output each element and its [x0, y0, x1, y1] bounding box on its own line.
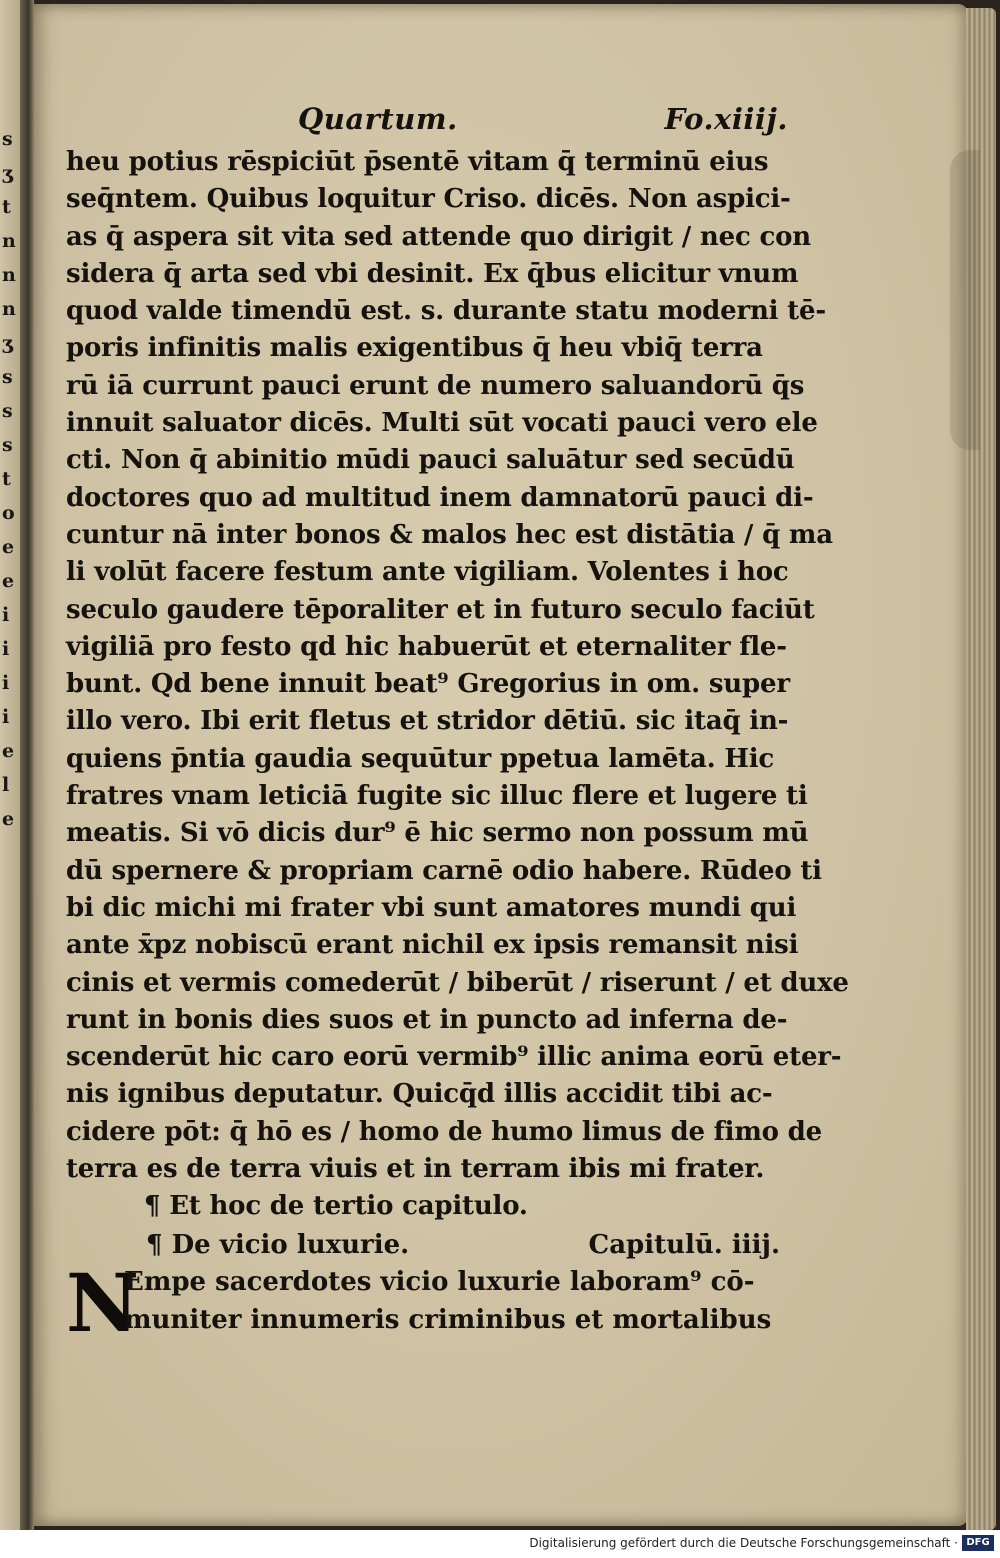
text-line: scenderūt hic caro eorū vermib⁹ illic anima eorū eter- [66, 1042, 842, 1073]
facing-page-char: s [2, 400, 13, 422]
text-line: cuntur nā inter bonos & malos hec est distātia / q̄ ma [66, 519, 833, 550]
running-header [66, 100, 796, 144]
clip-shadow [950, 150, 980, 450]
chapter-heading-number: Capitulū. iiij. [588, 1229, 780, 1260]
dfg-logo: DFG [962, 1535, 994, 1551]
text-line: poris infinitis malis exigentibus q̄ heu vbiq̄ terra [66, 333, 763, 364]
body-text [66, 144, 849, 1188]
chapter-opening [66, 1255, 796, 1354]
chapter-heading-title: ¶ De vicio luxurie. [146, 1229, 410, 1260]
funding-notice: Digitalisierung gefördert durch die Deutsche Forschungsgemeinschaft · [529, 1536, 958, 1550]
facing-page-char: t [2, 468, 11, 490]
text-line: fratres vnam leticiā fugite sic illuc flere et lugere ti [66, 781, 808, 812]
text-line: rū iā currunt pauci erunt de numero saluandorū q̄s [66, 370, 805, 401]
text-line: quod valde timendū est. s. durante statu moderni tē- [66, 296, 826, 327]
facing-page-char: l [2, 774, 10, 796]
text-line: cti. Non q̄ abinitio mūdi pauci saluātur sed secūdū [66, 445, 795, 476]
text-line: bunt. Qd bene innuit beat⁹ Gregorius in om. super [66, 669, 790, 700]
facing-page-char: e [2, 740, 15, 762]
facing-page-char: t [2, 196, 11, 218]
facing-page-char: ʒ [2, 332, 13, 354]
facing-page-char: e [2, 570, 15, 592]
text-line: as q̄ aspera sit vita sed attende quo dirigit / nec con [66, 221, 811, 252]
text-line: ante x̄pz nobiscū erant nichil ex ipsis remansit nisi [66, 930, 799, 961]
running-header-title: Quartum. [298, 102, 458, 136]
text-line: illo vero. Ibi erit fletus et stridor dētiū. sic itaq̄ in- [66, 706, 789, 737]
text-line: cinis et vermis comederūt / biberūt / riserunt / et duxe [66, 967, 849, 998]
facing-page-char: n [2, 298, 16, 320]
chapter-heading [66, 1226, 796, 1264]
facing-page-char: e [2, 808, 15, 830]
page-text-block [66, 100, 849, 1354]
facing-page-char: o [2, 502, 15, 524]
facing-page-char: i [2, 638, 10, 660]
text-line: runt in bonis dies suos et in puncto ad inferna de- [66, 1004, 788, 1035]
facing-page-char: i [2, 604, 10, 626]
closing-line: ¶ Et hoc de tertio capitulo. [144, 1191, 528, 1222]
text-line: sidera q̄ arta sed vbi desinit. Ex q̄bus elicitur vnum [66, 258, 799, 289]
facing-page-edge [0, 0, 20, 1530]
text-line: seculo gaudere tēporaliter et in futuro seculo faciūt [66, 594, 815, 625]
text-line: terra es de terra viuis et in terram ibis mi frater. [66, 1154, 765, 1185]
footer-bar [0, 1530, 1000, 1558]
drop-initial: N [66, 1255, 140, 1350]
text-line: dū spernere & propriam carnē odio habere. Rūdeo ti [66, 855, 822, 886]
facing-page-char: s [2, 366, 13, 388]
facing-page-text [2, 130, 18, 844]
text-line: doctores quo ad multitud inem damnatorū pauci di- [66, 482, 814, 513]
facing-page-char: i [2, 672, 10, 694]
facing-page-char: i [2, 706, 10, 728]
text-line: heu potius rēspiciūt p̄sentē vitam q̄ terminū eius [66, 147, 769, 177]
facing-page-char: ʒ [2, 162, 13, 184]
text-line: bi dic michi mi frater vbi sunt amatores mundi qui [66, 892, 797, 923]
facing-page-char: n [2, 264, 16, 286]
chapter-line: Empe sacerdotes vicio luxurie laboram⁹ cō- [124, 1266, 755, 1297]
facing-page-char: s [2, 128, 13, 150]
folio-number: Fo.xiiij. [664, 102, 788, 136]
text-line: cidere pōt: q̄ hō es / homo de humo limus de fimo de [66, 1116, 822, 1147]
facing-page-char: s [2, 434, 13, 456]
chapter-line: muniter innumeris criminibus et mortalibus [124, 1304, 772, 1335]
text-line: li volūt facere festum ante vigiliam. Volentes i hoc [66, 557, 789, 588]
text-line: seq̄ntem. Quibus loquitur Criso. dicēs. Non aspici- [66, 184, 791, 215]
facing-page-char: n [2, 230, 16, 252]
text-line: nis ignibus deputatur. Quicq̄d illis accidit tibi ac- [66, 1079, 773, 1110]
text-line: vigiliā pro festo qd hic habuerūt et eternaliter fle- [66, 631, 787, 662]
text-line: quiens p̄ntia gaudia sequūtur ppetua lamēta. Hic [66, 743, 774, 774]
text-line: innuit saluator dicēs. Multi sūt vocati pauci vero ele [66, 408, 818, 439]
book-gutter [20, 0, 34, 1530]
text-line: meatis. Si vō dicis dur⁹ ē hic sermo non possum mū [66, 818, 809, 849]
facing-page-char: e [2, 536, 15, 558]
